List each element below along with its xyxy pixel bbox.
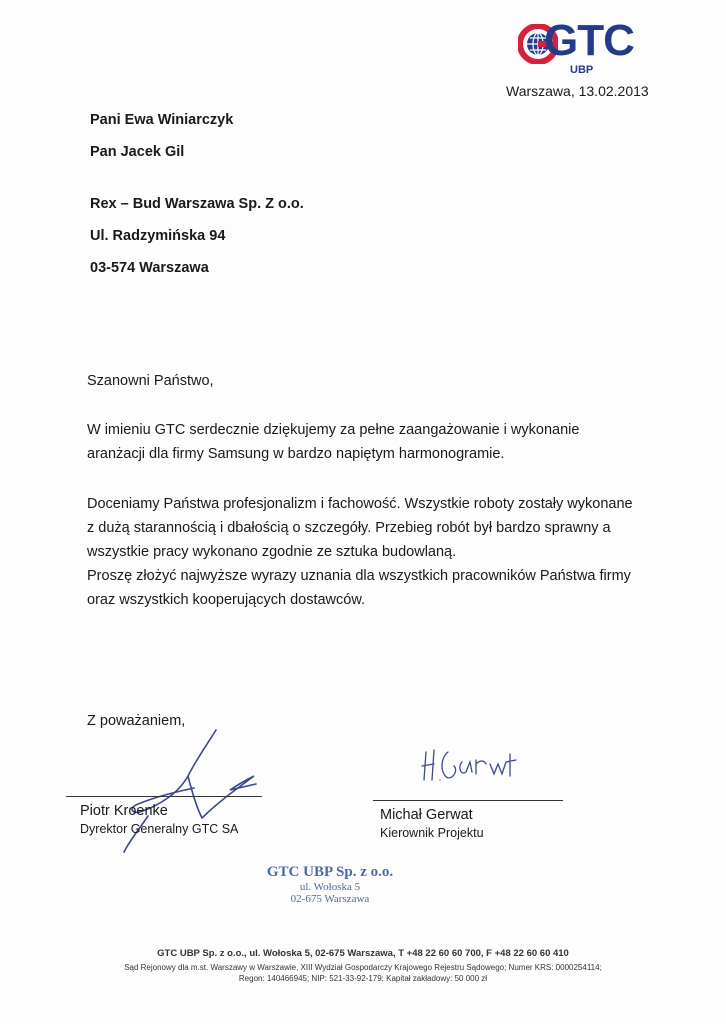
footer-tax-ids: Regon: 140466945; NIP: 521-33-92-179; Kapitał zakładowy: 50 000 zł	[238, 974, 488, 983]
signatory-name-left: Piotr Kroenke	[80, 803, 168, 819]
paragraph-line: Proszę złożyć najwyższe wyrazy uznania dla wszystkich pracowników Państwa firmy	[87, 568, 631, 584]
recipient-street: Ul. Radzymińska 94	[90, 228, 226, 244]
paragraph-line: wszystkie pracy wykonano zgodnie ze sztuka budowlaną.	[87, 544, 457, 560]
paragraph-line: aranżacji dla firmy Samsung w bardzo napiętym harmonogramie.	[87, 446, 505, 462]
paragraph-line: oraz wszystkich kooperujących dostawców.	[87, 592, 366, 608]
greeting: Szanowni Państwo,	[87, 373, 214, 389]
closing: Z poważaniem,	[87, 713, 186, 729]
recipient-name-1: Pani Ewa Winiarczyk	[90, 112, 234, 128]
signatory-name-right: Michał Gerwat	[380, 807, 473, 823]
stamp-company: GTC UBP Sp. z o.o.	[266, 864, 394, 880]
recipient-name-2: Pan Jacek Gil	[90, 144, 185, 160]
signatory-title-left: Dyrektor Generalny GTC SA	[80, 822, 239, 836]
paragraph-line: Doceniamy Państwa profesjonalizm i fachowość. Wszystkie roboty zostały wykonane	[87, 496, 633, 512]
paragraph-line: z dużą starannością i dbałością o szczegóły. Przebieg robót był bardzo sprawny a	[87, 520, 611, 536]
paragraph-appreciation	[87, 492, 667, 612]
recipient-city: 03-574 Warszawa	[90, 260, 209, 276]
footer-registry: Sąd Rejonowy dla m.st. Warszawy w Warszawie, XIII Wydział Gospodarczy Krajowego Rejestru Sądowego; Numer KRS: 0000254114;	[124, 963, 602, 972]
paragraph-thanks	[87, 418, 667, 466]
company-logo	[518, 16, 648, 80]
signature-gerwat	[418, 740, 528, 790]
company-stamp	[230, 864, 430, 905]
logo-wordmark: GTC	[544, 16, 634, 65]
signature-line-left	[66, 796, 262, 797]
signatory-title-right: Kierownik Projektu	[380, 826, 484, 840]
signature-line-right	[373, 800, 563, 801]
stamp-city: 02-675 Warszawa	[290, 893, 370, 905]
stamp-street: ul. Wołoska 5	[299, 881, 361, 893]
logo-subtitle: UBP	[570, 64, 594, 76]
recipient-company: Rex – Bud Warszawa Sp. Z o.o.	[90, 196, 304, 212]
letter-date: Warszawa, 13.02.2013	[506, 83, 649, 99]
paragraph-line: W imieniu GTC serdecznie dziękujemy za pełne zaangażowanie i wykonanie	[87, 422, 580, 438]
footer-address: GTC UBP Sp. z o.o., ul. Wołoska 5, 02-675 Warszawa, T +48 22 60 60 700, F +48 22 60 60 410	[157, 948, 569, 959]
